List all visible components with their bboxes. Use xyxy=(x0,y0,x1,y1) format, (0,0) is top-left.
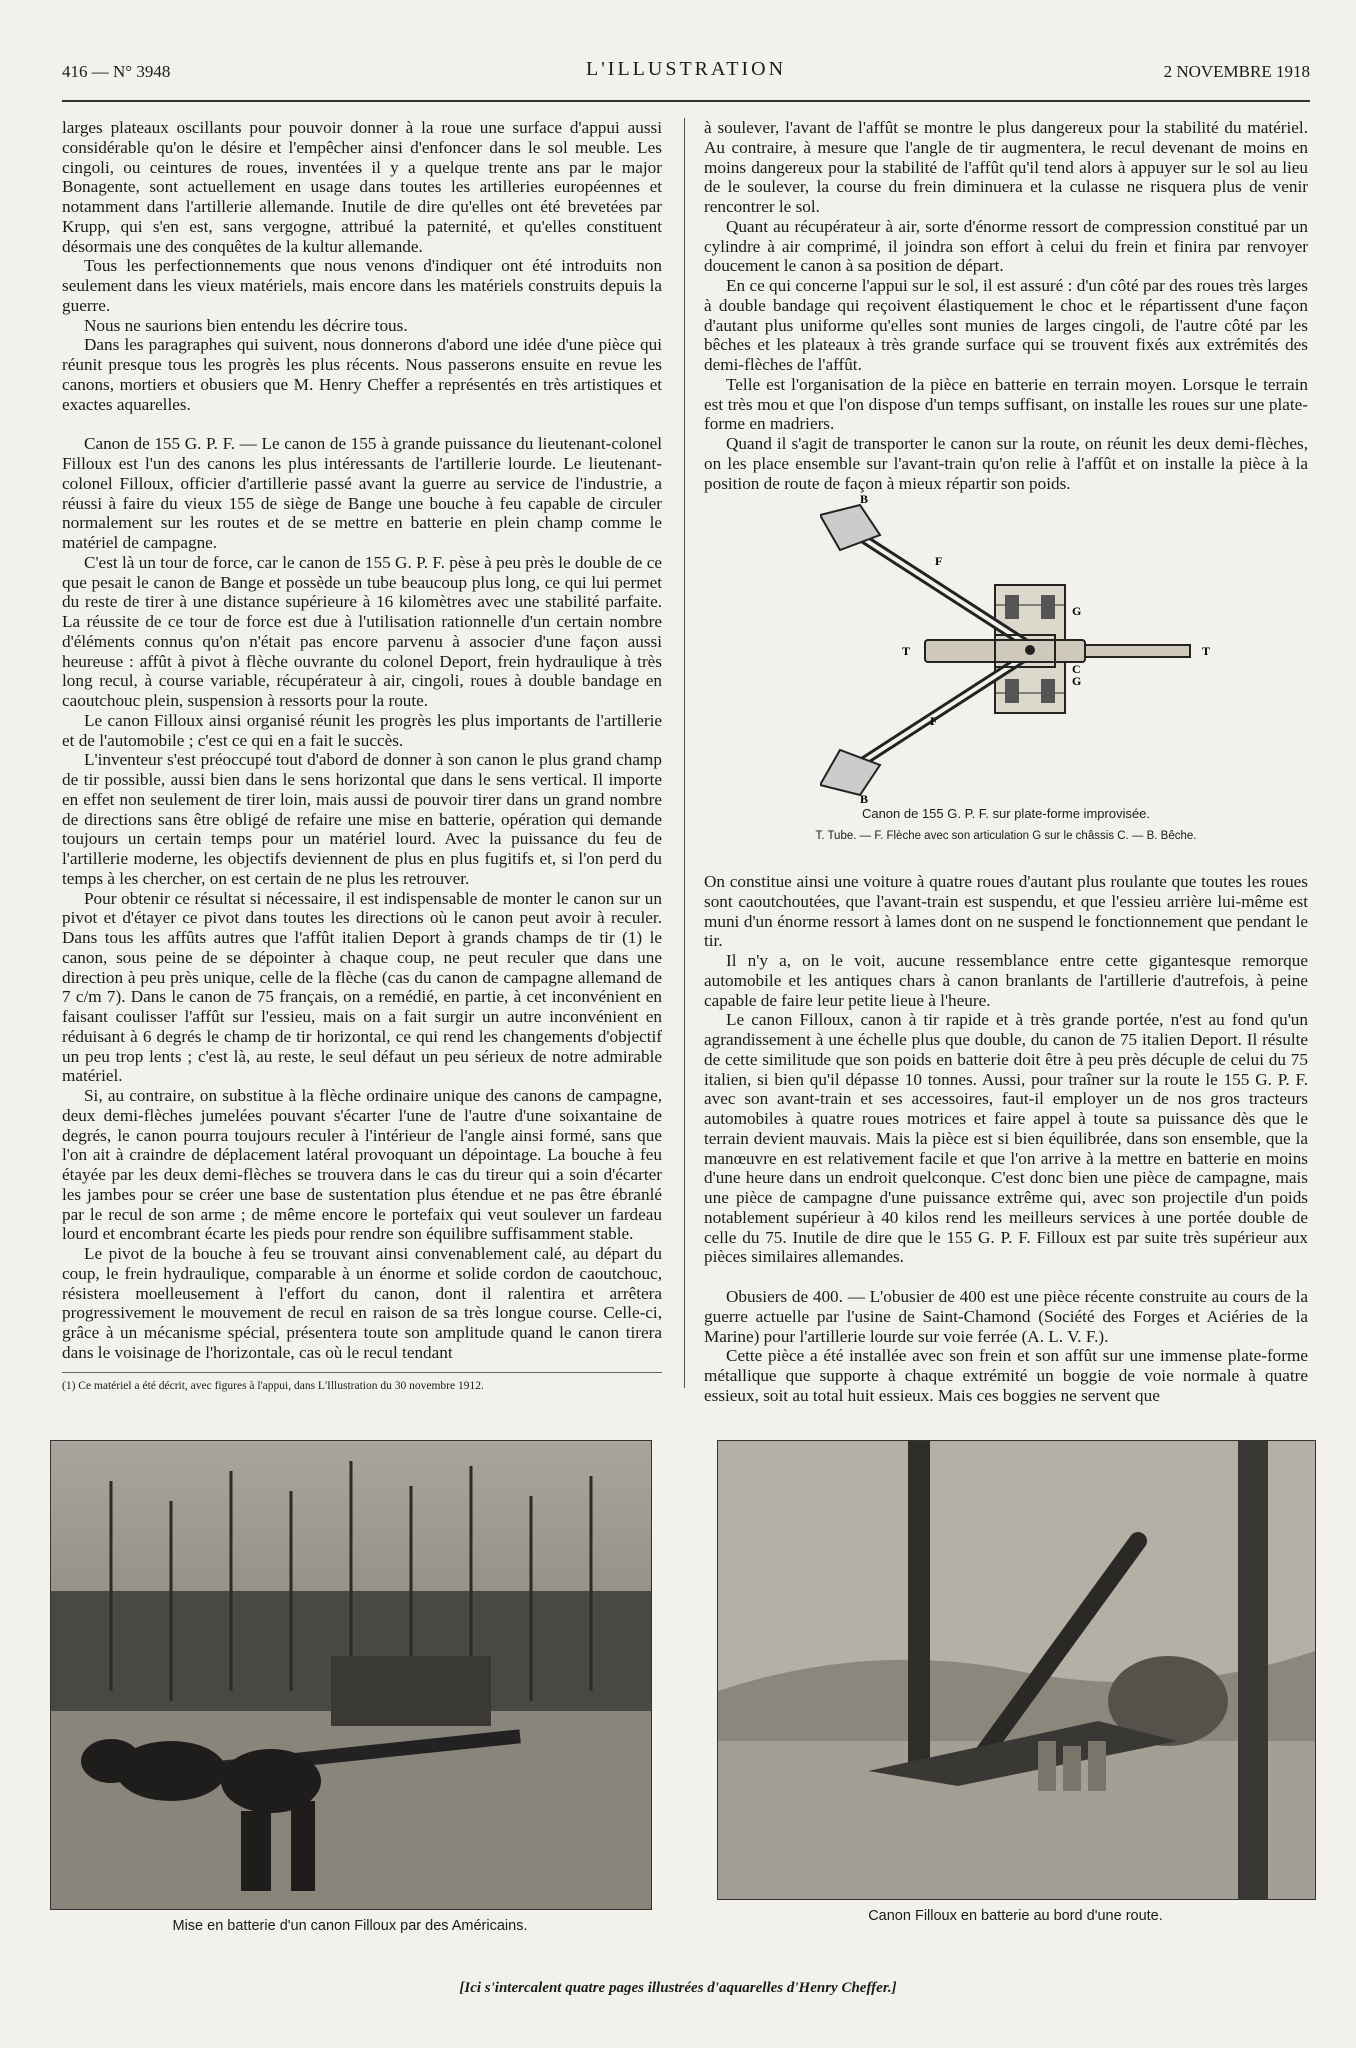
paragraph: Obusiers de 400. — L'obusier de 400 est une pièce récente construite au cours de la guerre actuelle par l'usine de Saint-Chamond (Société des Forges et Aciéries de la Marine) pour l'artillerie lourde sur voie ferrée (A. L. V. F.). xyxy=(704,1287,1308,1346)
cannon-platform-diagram xyxy=(820,495,1220,805)
paragraph: larges plateaux oscillants pour pouvoir donner à la roue une surface d'appui aussi considérable qu'on le désire et l'empêcher ainsi d'enfoncer dans le sol meuble. Les cingoli, ou ceintures de roues, inventées il y a quelque trente ans par le major Bonagente, sont actuellement en usage dans toutes les artilleries européennes et notamment dans l'artillerie allemande. Inutile de dire qu'elles ont été brevetées par Krupp, qui s'en est, sans vergogne, attribué la paternité, et qu'elles constituent désormais une des conquêtes de la kultur allemande. xyxy=(62,118,662,256)
paragraph: Pour obtenir ce résultat si nécessaire, il est indispensable de monter le canon sur un pivot et d'étayer ce pivot dans toutes les directions où le canon peut avoir à reculer. Dans tous les affûts autres que l'affût italien Deport à grands champs de tir (1) le canon, sous peine de se dépointer à chaque coup, ne peut reculer que dans une direction à peu près unique, celle de la flèche (cas du canon de campagne allemand de 7 c/m 7). Dans le canon de 75 français, on a remédié, en partie, à cet inconvénient en faisant coulisser l'affût sur l'essieu, mais on a fait surgir un autre inconvénient en réduisant à 6 degrés le champ de tir horizontal, ce qui rend les changements d'objectif un peu trop lents ; c'est là, au reste, le seul défaut un peu sérieux de notre admirable matériel. xyxy=(62,888,662,1086)
diagram-caption: Canon de 155 G. P. F. sur plate-forme improvisée. xyxy=(861,806,1151,821)
paragraph: Le canon Filloux, canon à tir rapide et à très grande portée, n'est au fond qu'un agrandissement à une échelle plus que double, du canon de 75 italien Deport. Il résulte de cette similitude que son poids en batterie doit être à peu près décuple de celui du 75 italien, si bien qu'il dépasse 10 tonnes. Aussi, pour traîner sur la route le 155 G. P. F. avec son avant-train et ses accessoires, faut-il employer un de nos gros tracteurs automobiles à quatre roues motrices et faire appel à toute sa puissance dès que le terrain devient mauvais. Mais la pièce est si bien équilibrée, dans son ensemble, que la manœuvre en est relativement facile et que l'on arrive à la mettre en batterie en moins d'une heure dans un endroit quelconque. C'est donc bien une pièce de campagne, mais une pièce de campagne d'une puissance extrême qui, avec son projectile d'un poids notablement supérieur à 40 kilos rend les meilleurs services à une portée double de celle du 75. Inutile de dire que le 155 G. P. F. Filloux est par suite très supérieur aux pièces similaires allemandes. xyxy=(704,1010,1308,1267)
paragraph: L'inventeur s'est préoccupé tout d'abord de donner à son canon le plus grand champ de tir possible, aussi bien dans le sens horizontal que dans le sens vertical. Il importe en effet non seulement de tirer loin, mais aussi de pouvoir tirer dans un grand nombre de directions sans être obligé de refaire une mise en batterie, opération qui demande toujours un certain temps pour un matériel lourd. Avec la puissance du feu de l'artillerie moderne, les objectifs deviennent de plus en plus fugitifs et, si l'on perd du temps à les chercher, on est certain de ne plus les retrouver. xyxy=(62,750,662,888)
paragraph: En ce qui concerne l'appui sur le sol, il est assuré : d'un côté par des roues très larges à double bandage qui reçoivent élastiquement le choc et le répartissent d'une façon d'autant plus uniforme qu'elles sont munies de larges cingoli, de l'autre côté par les bêches et les plateaux à très grande surface qui se trouvent fixés aux extrémités des demi-flèches de l'affût. xyxy=(704,276,1308,374)
left-column xyxy=(62,118,662,1363)
label-t-right: T xyxy=(1202,644,1211,658)
photo-left-caption: Mise en batterie d'un canon Filloux par des Américains. xyxy=(172,1918,528,1934)
label-c: C xyxy=(1072,662,1081,676)
paragraph: On constitue ainsi une voiture à quatre roues d'autant plus roulante que toutes les roues sont caoutchoutées, que l'avant-train est suspendu, et que l'essieu arrière lui-même est muni d'un énorme ressort à lames dont on ne suspend le fonctionnement que pendant le tir. xyxy=(704,872,1308,951)
label-t-left: T xyxy=(902,644,911,658)
right-column-bottom xyxy=(704,872,1308,1406)
footnote: (1) Ce matériel a été décrit, avec figures à l'appui, dans L'Illustration du 30 novembre 1912. xyxy=(62,1380,484,1392)
label-b-top: B xyxy=(860,495,869,506)
paragraph: Quant au récupérateur à air, sorte d'énorme ressort de compression constitué par un cylindre à air comprimé, il joindra son effort à celui du frein et finira par renvoyer doucement le canon à sa position de départ. xyxy=(704,216,1308,276)
label-g-bottom: G xyxy=(1072,674,1082,688)
photo-americans-placing-cannon xyxy=(50,1440,652,1910)
label-b-bottom: B xyxy=(860,792,869,805)
paragraph: Dans les paragraphes qui suivent, nous donnerons d'abord une idée d'une pièce qui réunit presque tous les progrès les plus récents. Nous passerons ensuite en revue les canons, mortiers et obusiers que M. Henry Cheffer a représentés en très artistiques et exactes aquarelles. xyxy=(62,335,662,414)
diagram-legend: T. Tube. — F. Flèche avec son articulation G sur le châssis C. — B. Bêche. xyxy=(815,830,1197,842)
paragraph: Telle est l'organisation de la pièce en batterie en terrain moyen. Lorsque le terrain est très mou et que l'on dispose d'un temps suffisant, on installe les roues sur une plate-forme en madriers. xyxy=(704,374,1308,434)
label-f-top: F xyxy=(935,554,943,568)
bottom-note: [Ici s'intercalent quatre pages illustrées d'aquarelles d'Henry Cheffer.] xyxy=(459,1980,897,1996)
label-f-bottom: F xyxy=(930,714,938,728)
paragraph: C'est là un tour de force, car le canon de 155 G. P. F. pèse à peu près le double de ce que pesait le canon de Bange et possède un tube beaucoup plus long, ce qui lui permet du reste de tirer à une distance supérieure à 16 kilomètres avec une stabilité parfaite. La réussite de ce tour de force est due à l'utilisation rationnelle d'un certain nombre d'éléments connus qu'on n'était pas encore parvenu à associer d'une façon aussi heureuse : affût à pivot à flèche ouvrante du colonel Deport, frein hydraulique à très long recul, à course variable, récupérateur à air, cingoli, roues à double bandage en caoutchouc plein, suspension à ressorts pour la route. xyxy=(62,552,662,710)
column-divider xyxy=(684,118,685,1388)
right-column-top xyxy=(704,118,1308,493)
issue-date: 2 NOVEMBRE 1918 xyxy=(1163,62,1310,81)
paragraph: Tous les perfectionnements que nous venons d'indiquer ont été introduits non seulement dans les vieux matériels, mais encore dans les matériels construits depuis la guerre. xyxy=(62,256,662,315)
header-rule xyxy=(62,100,1310,102)
paragraph: Cette pièce a été installée avec son frein et son affût sur une immense plate-forme métallique que supporte à chaque extrémité un boggie de voie normale à quatre essieux, soit au total huit essieux. Mais ces boggies ne servent que xyxy=(704,1346,1308,1405)
footnote-rule xyxy=(62,1372,662,1373)
paragraph: Canon de 155 G. P. F. — Le canon de 155 à grande puissance du lieutenant-colonel Filloux est l'un des canons les plus intéressants de l'artillerie lourde. Le lieutenant-colonel Filloux, officier d'artillerie passé avant la guerre au service de l'industrie, a réussi à faire du vieux 155 de siège de Bange une bouche à feu capable de circuler normalement sur les routes et de se mettre en batterie en plein champ comme le matériel de campagne. xyxy=(62,434,662,552)
paragraph: à soulever, l'avant de l'affût se montre le plus dangereux pour la stabilité du matériel. Au contraire, à mesure que l'angle de tir augmentera, le recul devenant de moins en moins dangereux pour la stabilité de l'affût qu'il tend alors à appuyer sur le sol au lieu de le soulever, la course du frein diminuera et la culasse ne risquera plus de venir rencontrer le sol. xyxy=(704,118,1308,216)
paragraph: Le pivot de la bouche à feu se trouvant ainsi convenablement calé, au départ du coup, le frein hydraulique, comparable à un énorme et solide cordon de caoutchouc, résistera moelleusement à l'effort du canon, dont il ralentira et arrêtera progressivement le mouvement de recul en raison de sa très longue course. Celle-ci, grâce à un mécanisme spécial, présentera toute son amplitude quand le canon tirera dans le voisinage de l'horizontale, cas où le recul tendant xyxy=(62,1244,662,1362)
label-g-top: G xyxy=(1072,604,1082,618)
page-number: 416 — N° 3948 xyxy=(62,62,171,81)
journal-title: L'ILLUSTRATION xyxy=(585,58,787,80)
paragraph: Il n'y a, on le voit, aucune ressemblance entre cette gigantesque remorque automobile et les antiques chars à canon branlants de l'artillerie d'autrefois, à peine capable de faire leur petite lieue à l'heure. xyxy=(704,951,1308,1010)
paragraph: Le canon Filloux ainsi organisé réunit les progrès les plus importants de l'artillerie et de l'automobile ; c'est ce qui en a fait le succès. xyxy=(62,710,662,750)
paragraph: Si, au contraire, on substitue à la flèche ordinaire unique des canons de campagne, deux demi-flèches jumelées pouvant s'écarter l'une de l'autre d'une soixantaine de degrés, le canon pourra toujours reculer à l'intérieur de l'angle ainsi formé, sans que l'on ait à craindre de déplacement latéral provoquant un dépointage. La bouche à feu étayée par les deux demi-flèches se trouvera dans le cas du tireur qui a soin d'écarter les jambes pour se créer une base de sustentation plus étendue et ne pas être ébranlé par le recul de son arme ; de même encore le portefaix qui veut soulever un fardeau lourd et encombrant écarte les pieds pour rendre son équilibre suffisamment stable. xyxy=(62,1086,662,1244)
photo-right-caption: Canon Filloux en batterie au bord d'une route. xyxy=(868,1908,1163,1924)
photo-cannon-roadside xyxy=(717,1440,1316,1900)
paragraph: Nous ne saurions bien entendu les décrire tous. xyxy=(84,315,408,335)
paragraph: Quand il s'agit de transporter le canon sur la route, on réunit les deux demi-flèches, on les place ensemble sur l'avant-train qu'on relie à l'affût et on installe la pièce à la position de route de façon à mieux répartir son poids. xyxy=(704,434,1308,493)
page-header xyxy=(62,58,1310,88)
